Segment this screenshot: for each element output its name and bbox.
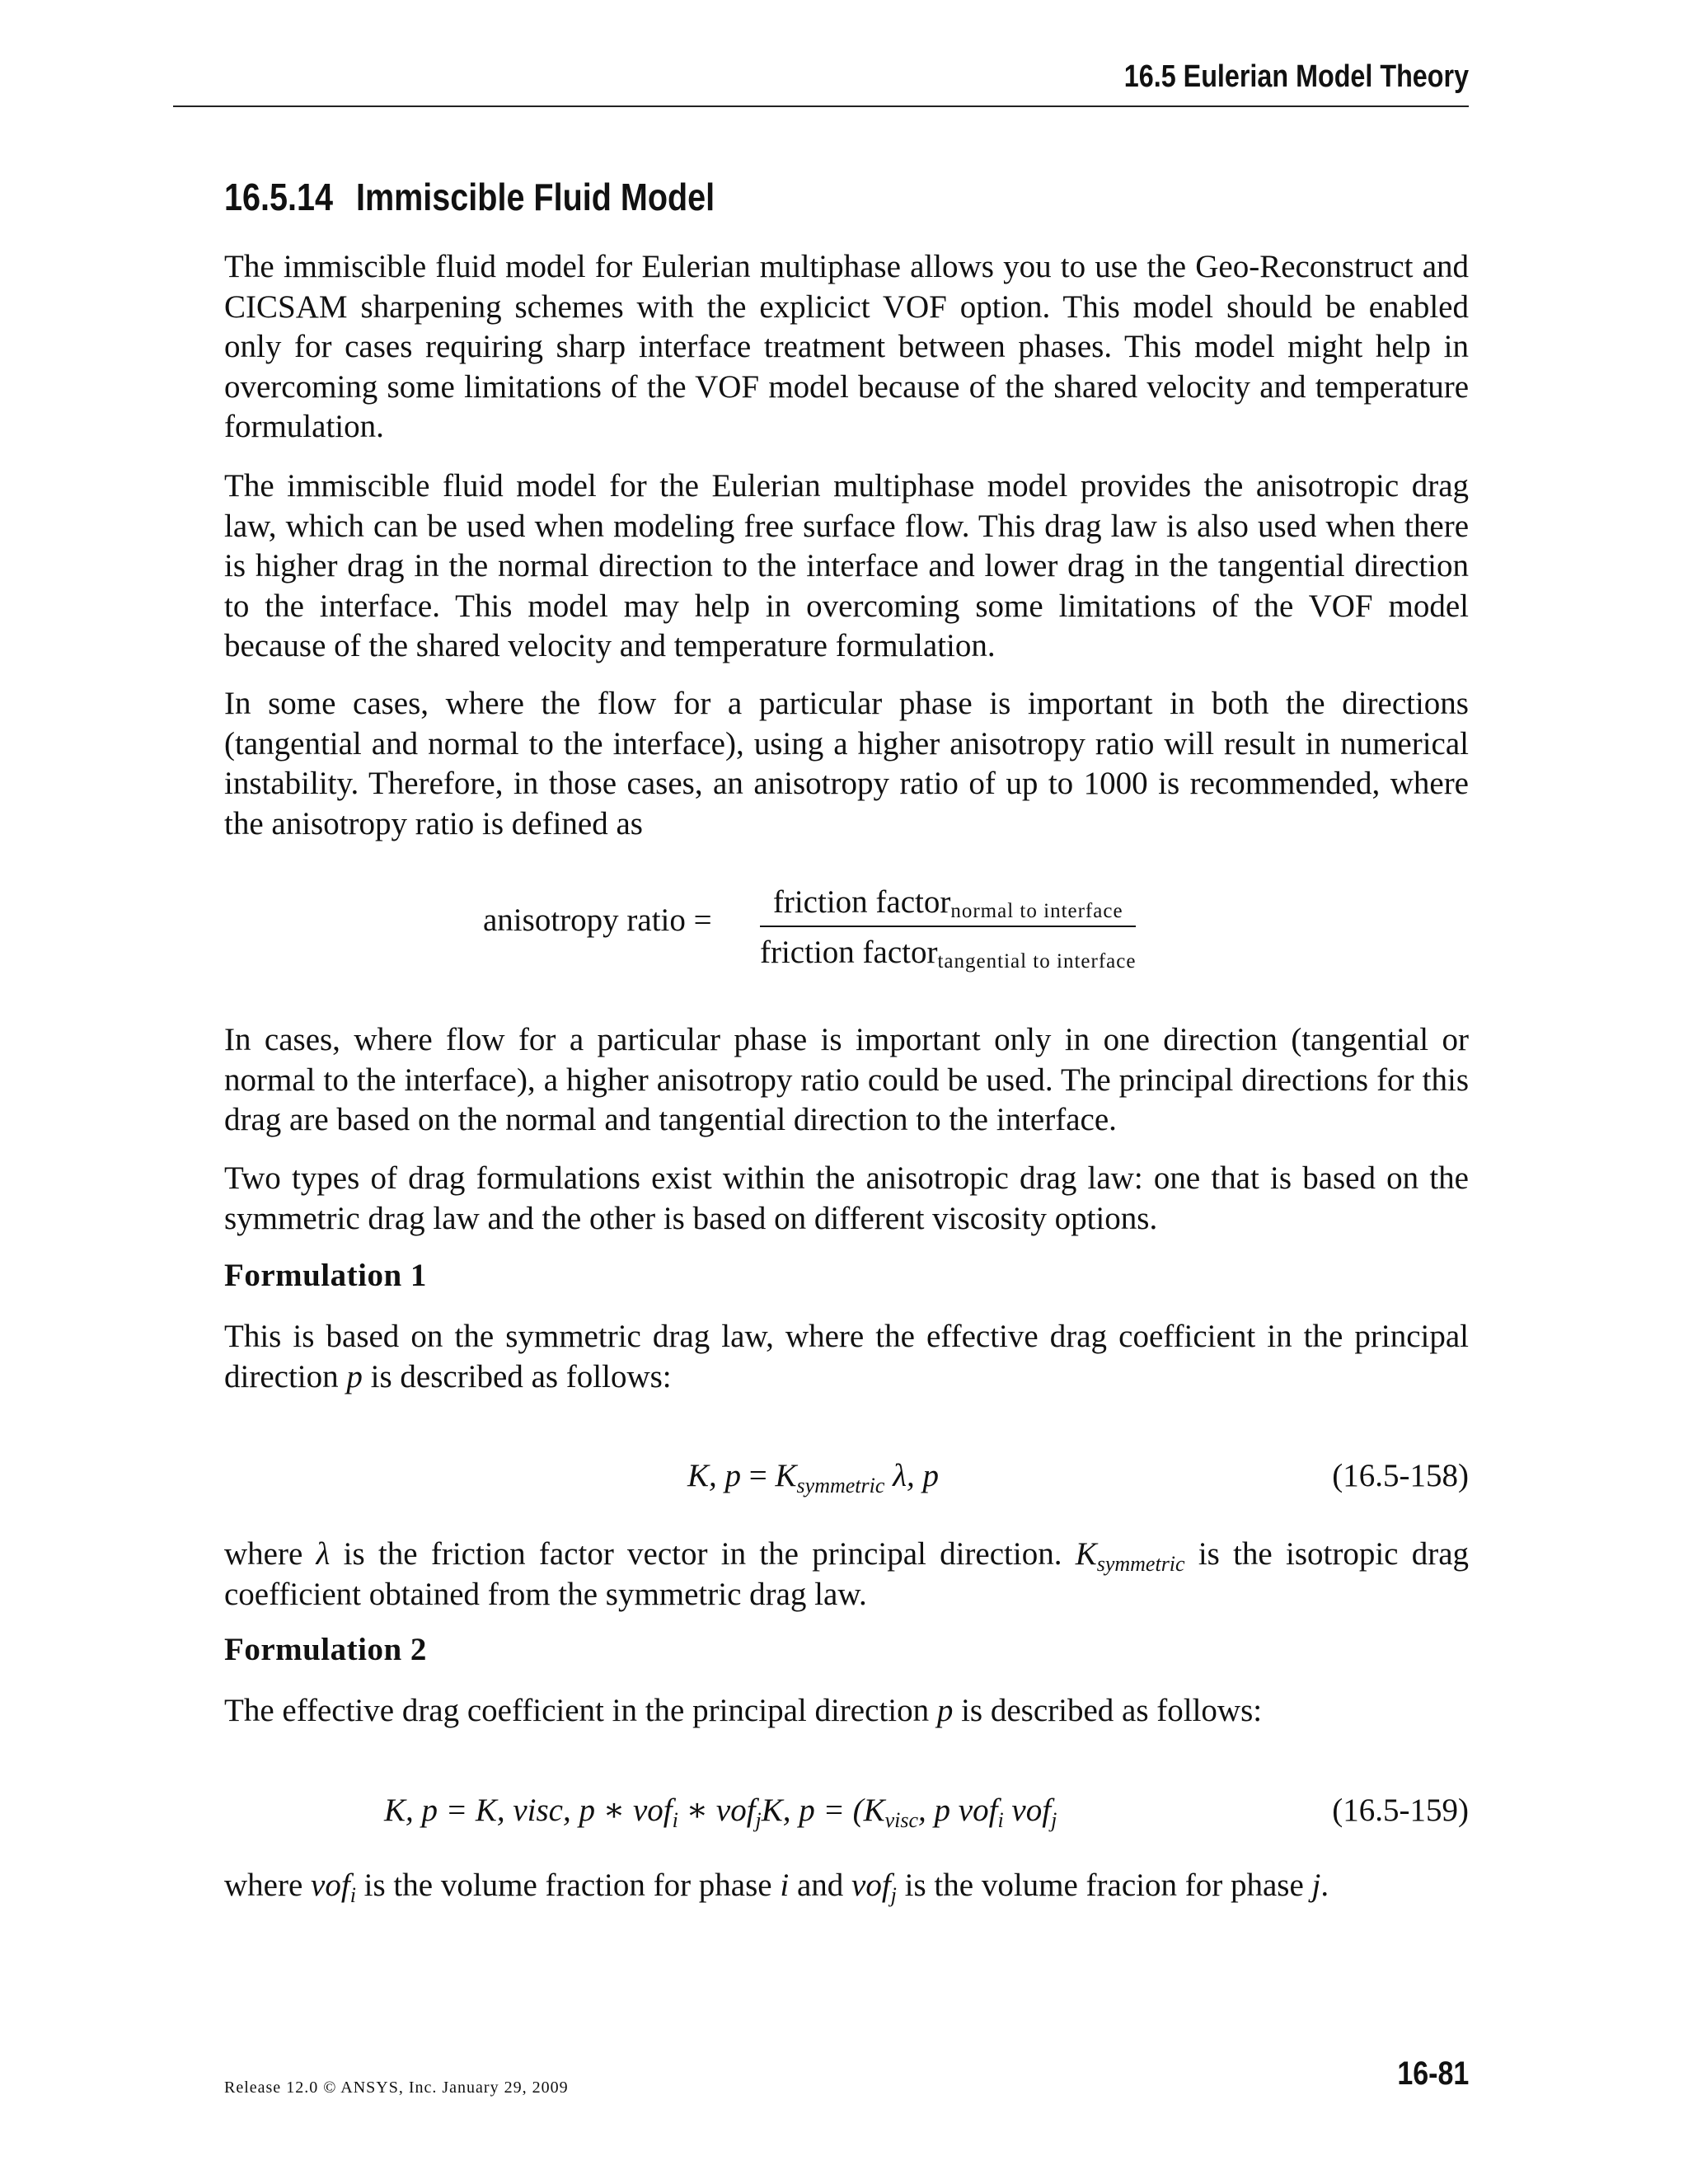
equation-159: K, p = K, visc, p ∗ vof$_i$ ∗ vof$_j$K, $p = (K_{visc}$, p vof$_i$ vof$_j$ xyxy=(384,1793,1057,1832)
formulation-2-explanation: where vof$_i$ is the volume fraction for phase i and vof$_j$ is the volume fracion for phase j. xyxy=(224,1868,1329,1907)
equation-number-159: (16.5-159) xyxy=(1332,1793,1469,1828)
fraction-denominator: friction factor$_{tangential to interface}$ xyxy=(760,926,1136,971)
formulation-2-heading: Formulation 2 xyxy=(224,1632,427,1667)
page-number: 16-81 xyxy=(1397,2055,1469,2092)
header-rule xyxy=(173,105,1469,107)
running-header: 16.5 Eulerian Model Theory xyxy=(1123,59,1469,94)
paragraph-anisotropic-drag: The immiscible fluid model for the Eulerian multiphase model provides the anisotropic drag law, which can be used when modeling free surface flow. This drag law is also used when there is higher drag in the normal direction to the interface and lower drag in the tangential direction to the interface. This model may help in overcoming some limitations of the VOF model because of the shared velocity and temperature formulation. xyxy=(224,468,1469,663)
section-heading: Immiscible Fluid Model xyxy=(355,176,715,218)
formulation-1-explanation: where λ is the friction factor vector in the principal direction. $K_{symmetric}$ is the isotropic drag coefficient obtained from the symmetric drag law. xyxy=(224,1536,1470,1612)
equation-158: K, $p = K_{symmetric}$ λ, p xyxy=(687,1458,940,1497)
formulation-1-intro: This is based on the symmetric drag law, where the effective drag coefficient in the principal direction p is described as follows: xyxy=(224,1319,1469,1394)
fraction-numerator: friction factor$_{normal to interface}$ xyxy=(772,884,1123,922)
section-title xyxy=(224,175,715,219)
paragraph-anisotropy-ratio: In some cases, where the flow for a particular phase is important in both the directions (tangential and normal to the interface), using a higher anisotropy ratio will result in numerical instability. Therefore, in those cases, an anisotropy ratio of up to 1000 is recommended, where the anisotropy ratio is defined as xyxy=(224,686,1469,841)
formulation-1-heading: Formulation 1 xyxy=(224,1258,427,1293)
footer-release: Release 12.0 © ANSYS, Inc. January 29, 2009 xyxy=(224,2079,569,2097)
section-number: 16.5.14 xyxy=(224,176,333,218)
formulation-2-intro: The effective drag coefficient in the principal direction p is described as follows: xyxy=(224,1693,1263,1728)
paragraph-drag-formulations: Two types of drag formulations exist within the anisotropic drag law: one that is based on the symmetric drag law and the other is based on different viscosity options. xyxy=(224,1160,1469,1236)
anisotropy-ratio-fraction xyxy=(760,883,1136,971)
paragraph-one-direction: In cases, where flow for a particular phase is important only in one direction (tangential or normal to the interface), a higher anisotropy ratio could be used. The principal directions for this drag are based on the normal and tangential direction to the interface. xyxy=(224,1022,1469,1137)
paragraph-intro: The immiscible fluid model for Eulerian multiphase allows you to use the Geo-Reconstruct and CICSAM sharpening schemes with the explicict VOF option. This model should be enabled only for cases requiring sharp interface treatment between phases. This model might help in overcoming some limitations of the VOF model because of the shared velocity and temperature formulation. xyxy=(224,249,1469,444)
anisotropy-ratio-lhs: anisotropy ratio = xyxy=(483,902,712,938)
equation-number-158: (16.5-158) xyxy=(1332,1458,1469,1493)
